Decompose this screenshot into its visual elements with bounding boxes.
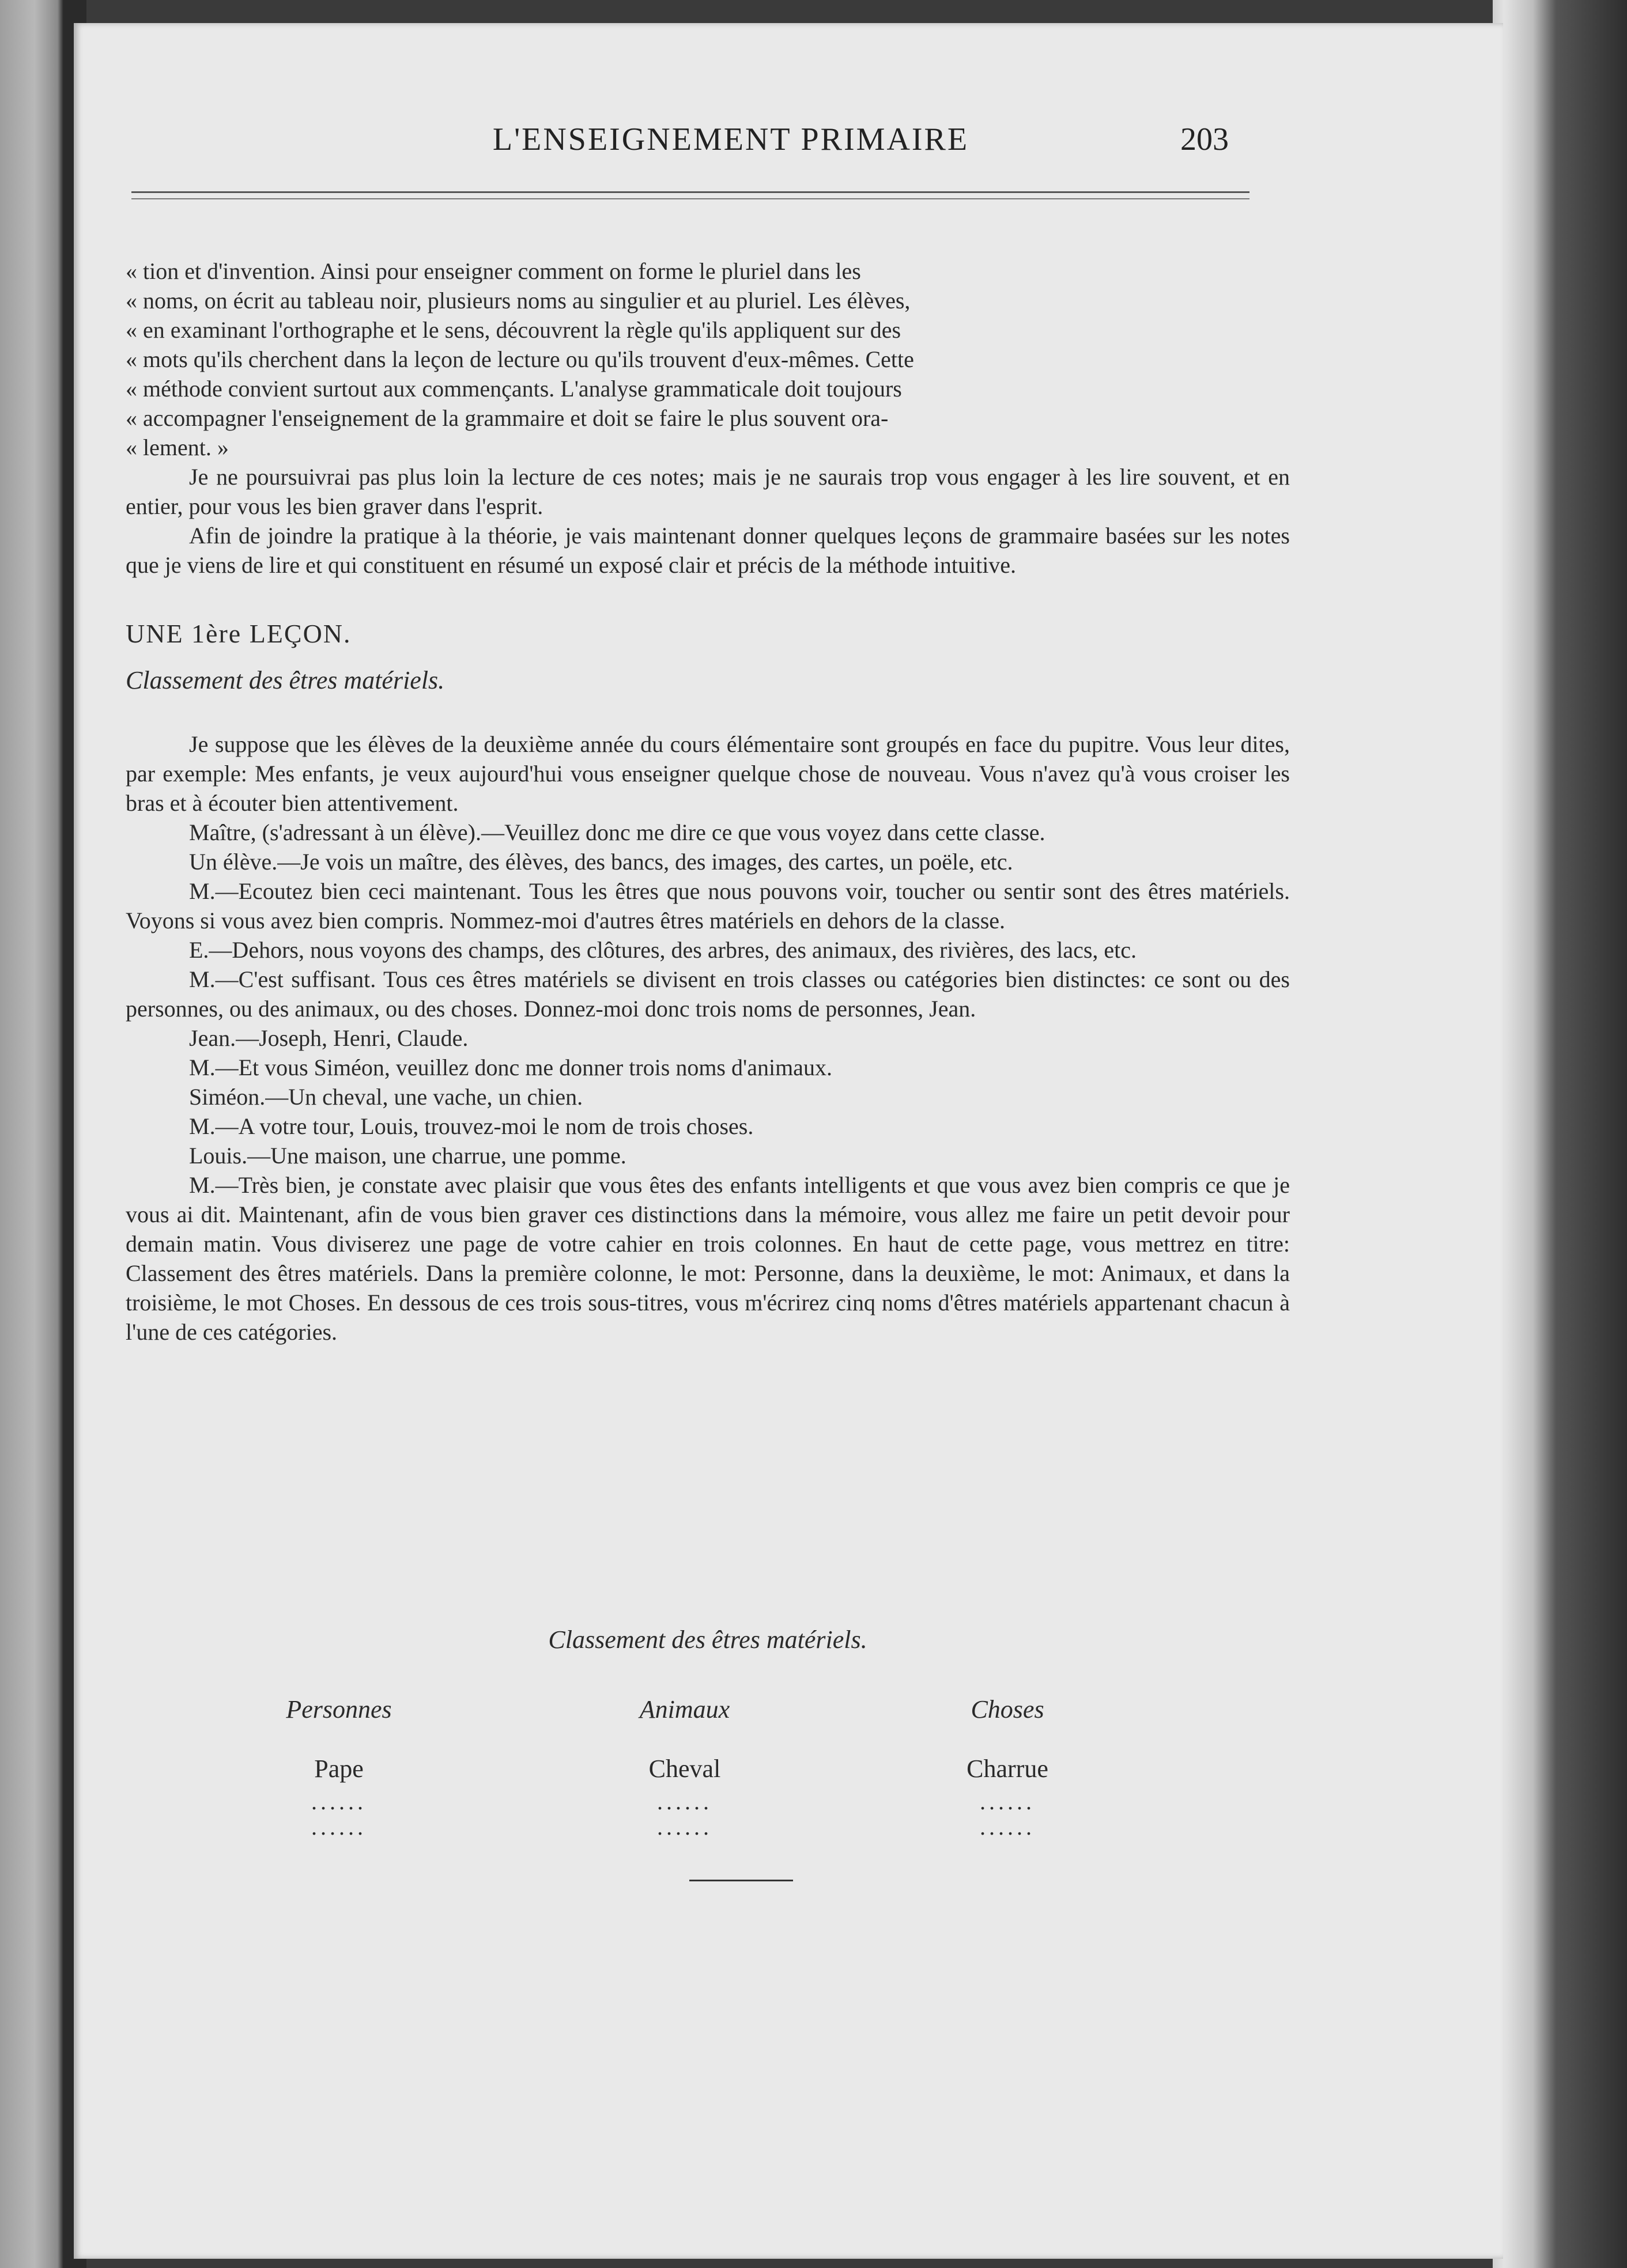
dialogue-line: M.—Ecoutez bien ceci maintenant. Tous les êtres que nous pouvons voir, toucher ou sentir sont des êtres matériels. Voyons si vous avez bien compris. Nommez-moi d'autres êtres matériels en dehors de la classe. — [126, 878, 1290, 933]
paragraph: Je ne poursuivrai pas plus loin la lecture de ces notes; mais je ne saurais trop vous engager à les lire souvent, et en entier, pour vous les bien graver dans l'esprit. — [126, 464, 1290, 519]
dialogue-line: M.—A votre tour, Louis, trouvez-moi le nom de trois choses. — [189, 1113, 754, 1139]
dialogue-line: M.—Très bien, je constate avec plaisir que vous êtes des enfants intelligents et que vous avez bien compris ce que je vous ai dit. Maintenant, afin de vous bien graver ces distinctions dans la mémoire, vous allez me faire un petit devoir pour demain matin. Vous diviserez une page de votre cahier en trois colonnes. En haut de cette page, vous mettrez en titre: Classement des êtres matériels. Dans la première colonne, le mot: Personne, dans la deuxième, le mot: Animaux, et dans la troisième, le mot Choses. En dessous de ces trois sous-titres, vous m'écrirez cinq noms d'êtres matériels appartenant chacun à l'une de ces catégories. — [126, 1172, 1290, 1345]
running-title: L'ENSEIGNEMENT PRIMAIRE — [492, 122, 969, 157]
dialogue-line: Louis.—Une maison, une charrue, une pomme. — [189, 1143, 626, 1169]
column-entry: Cheval — [648, 1755, 721, 1783]
dialogue-line: Un élève.—Je vois un maître, des élèves, des bancs, des images, des cartes, un poële, etc. — [189, 849, 1013, 875]
quote-line: « accompagner l'enseignement de la grammaire et doit se faire le plus souvent ora- — [126, 405, 889, 431]
column-entry: Charrue — [967, 1755, 1048, 1783]
quote-line: « noms, on écrit au tableau noir, plusieurs noms au singulier et au pluriel. Les élèves, — [126, 288, 911, 313]
scan-right-edge — [1493, 0, 1627, 2268]
column-heading: Choses — [971, 1695, 1044, 1723]
header-rule-secondary — [131, 198, 1249, 199]
dialogue-line: E.—Dehors, nous voyons des champs, des clôtures, des arbres, des animaux, des rivières, des lacs, etc. — [189, 937, 1137, 963]
column-dots: ...... — [657, 1814, 712, 1840]
column-entry: Pape — [314, 1755, 364, 1783]
column-dots: ...... — [980, 1814, 1035, 1840]
column-dots: ...... — [311, 1789, 367, 1815]
paragraph: Je suppose que les élèves de la deuxième année du cours élémentaire sont groupés en face du pupitre. Vous leur dites, par exemple: Mes enfants, je veux aujourd'hui vous enseigner quelque chose de nouveau. Vous n'avez qu'à vous croiser les bras et à écouter bien attentivement. — [126, 731, 1290, 816]
column-animaux — [569, 1695, 800, 1840]
page-number: 203 — [1180, 122, 1229, 157]
quote-line: « mots qu'ils cherchent dans la leçon de lecture ou qu'ils trouvent d'eux-mêmes. Cette — [126, 346, 914, 372]
section-title: UNE 1ère LEÇON. — [126, 619, 352, 648]
quote-line: « tion et d'invention. Ainsi pour enseigner comment on forme le pluriel dans les — [126, 258, 861, 284]
table-title: Classement des êtres matériels. — [548, 1626, 867, 1654]
paragraph: Afin de joindre la pratique à la théorie, je vais maintenant donner quelques leçons de grammaire basées sur les notes que je viens de lire et qui constituent en résumé un exposé clair et précis de la méthode intuitive. — [126, 523, 1290, 578]
column-choses — [892, 1695, 1123, 1840]
dialogue-line: Jean.—Joseph, Henri, Claude. — [189, 1025, 469, 1051]
end-rule — [689, 1880, 793, 1881]
column-dots: ...... — [657, 1789, 712, 1815]
column-dots: ...... — [980, 1789, 1035, 1815]
dialogue-line: Maître, (s'adressant à un élève).—Veuillez donc me dire ce que vous voyez dans cette classe. — [189, 819, 1045, 845]
quote-line: « lement. » — [126, 434, 229, 460]
body-text — [126, 256, 1290, 1347]
dialogue-line: M.—C'est suffisant. Tous ces êtres matériels se divisent en trois classes ou catégories bien distinctes: ce sont ou des personnes, ou des animaux, ou des choses. Donnez-moi donc trois noms de personnes, Jean. — [126, 966, 1290, 1022]
column-heading: Personnes — [286, 1695, 392, 1723]
column-personnes — [224, 1695, 454, 1840]
dialogue-line: Siméon.—Un cheval, une vache, un chien. — [189, 1084, 583, 1110]
dialogue-line: M.—Et vous Siméon, veuillez donc me donner trois noms d'animaux. — [189, 1054, 832, 1080]
page-header — [74, 121, 1313, 190]
table-columns — [126, 1695, 1290, 1879]
quote-line: « méthode convient surtout aux commençants. L'analyse grammaticale doit toujours — [126, 376, 902, 402]
classification-table — [126, 1625, 1290, 1879]
quote-line: « en examinant l'orthographe et le sens, découvrent la règle qu'ils appliquent sur des — [126, 317, 901, 343]
column-dots: ...... — [311, 1814, 367, 1840]
column-heading: Animaux — [639, 1695, 730, 1723]
section-subtitle: Classement des êtres matériels. — [126, 666, 445, 694]
header-rule — [131, 191, 1249, 193]
book-page — [74, 23, 1503, 2259]
